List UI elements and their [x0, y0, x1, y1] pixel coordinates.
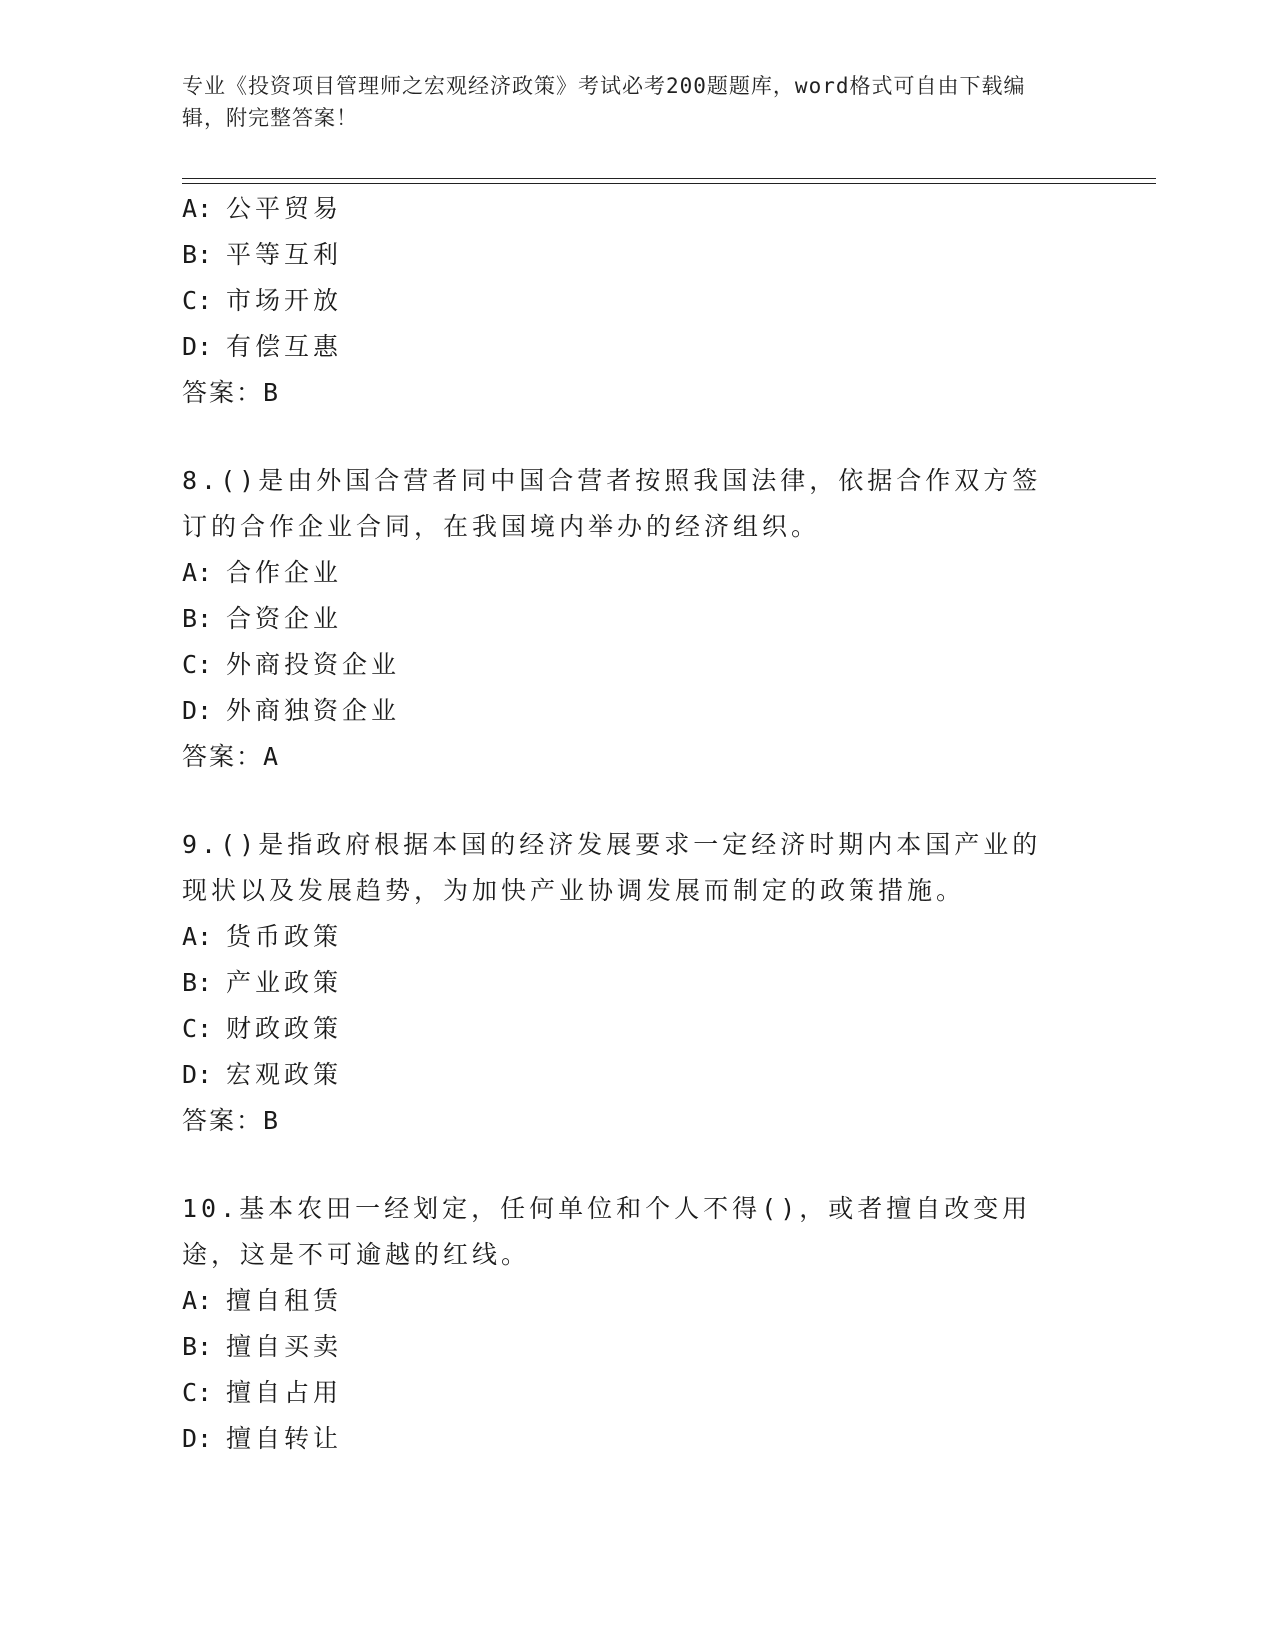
question-block-8 — [182, 458, 1082, 780]
option-a: A: 公平贸易 — [182, 194, 343, 223]
question-text: 8.()是由外国合营者同中国合营者按照我国法律，依据合作双方签订的合作企业合同，在我国境内举办的经济组织。 — [182, 466, 1042, 541]
option-b: B: 合资企业 — [182, 604, 343, 633]
question-list — [182, 186, 1082, 1462]
option-d: D: 有偿互惠 — [182, 332, 343, 361]
option-c: C: 财政政策 — [182, 1014, 343, 1043]
option-c: C: 擅自占用 — [182, 1378, 343, 1407]
header-rule-bottom — [182, 183, 1156, 184]
option-c: C: 市场开放 — [182, 286, 343, 315]
answer-line: 答案：A — [182, 742, 281, 771]
header-rule-top — [182, 178, 1156, 179]
option-c: C: 外商投资企业 — [182, 650, 401, 679]
answer-line: 答案：B — [182, 378, 281, 407]
question-text: 9.()是指政府根据本国的经济发展要求一定经济时期内本国产业的现状以及发展趋势，为加快产业协调发展而制定的政策措施。 — [182, 830, 1042, 905]
question-block-10 — [182, 1186, 1082, 1462]
option-d: D: 擅自转让 — [182, 1424, 343, 1453]
question-block-9 — [182, 822, 1082, 1144]
question-block-7 — [182, 186, 1082, 416]
option-a: A: 货币政策 — [182, 922, 343, 951]
option-b: B: 产业政策 — [182, 968, 343, 997]
answer-line: 答案：B — [182, 1106, 281, 1135]
option-d: D: 宏观政策 — [182, 1060, 343, 1089]
option-a: A: 合作企业 — [182, 558, 343, 587]
document-header: 专业《投资项目管理师之宏观经济政策》考试必考200题题库，word格式可自由下载编辑，附完整答案！ — [182, 74, 1026, 130]
option-b: B: 擅自买卖 — [182, 1332, 343, 1361]
option-b: B: 平等互利 — [182, 240, 343, 269]
question-text: 10.基本农田一经划定，任何单位和个人不得()，或者擅自改变用途，这是不可逾越的红线。 — [182, 1194, 1032, 1269]
option-d: D: 外商独资企业 — [182, 696, 401, 725]
option-a: A: 擅自租赁 — [182, 1286, 343, 1315]
